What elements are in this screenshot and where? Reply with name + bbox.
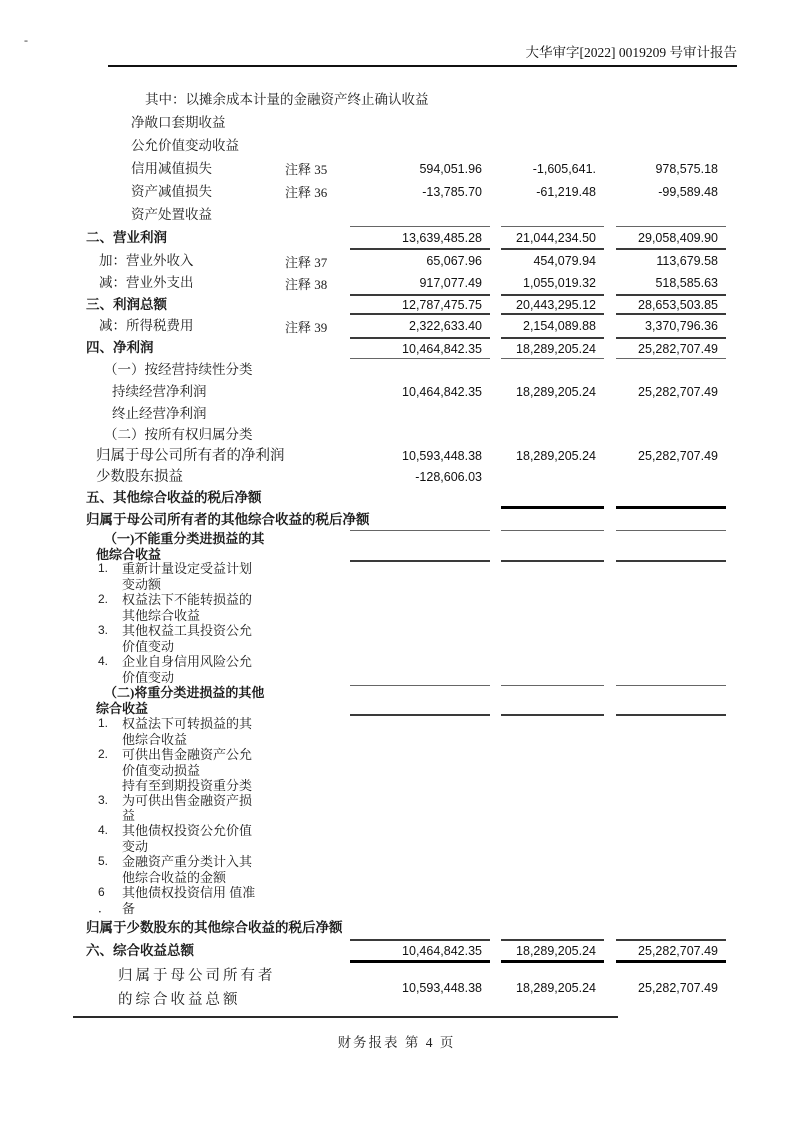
- value-cell-col2: [501, 509, 604, 531]
- value-cell-col1: [350, 854, 490, 885]
- label-text: （二）按所有权归属分类: [104, 427, 253, 442]
- value-cell-col1: 13,639,485.28: [350, 226, 490, 250]
- item-number: 3.: [98, 623, 109, 637]
- value-cell-col1: 594,051.96: [419, 161, 482, 176]
- value-cell-col1: [350, 561, 490, 592]
- row-label: [86, 490, 285, 506]
- label-text: 益: [122, 808, 136, 823]
- table-row: [86, 509, 793, 531]
- label-text: 他综合收益: [96, 546, 162, 562]
- value-cell-col1: 65,067.96: [426, 254, 482, 268]
- row-label: [86, 716, 285, 747]
- table-row: [86, 403, 793, 425]
- table-row: [86, 203, 793, 226]
- value-cell-col2: [501, 561, 604, 592]
- value-cell-col3: 29,058,409.90: [616, 226, 726, 250]
- value-cell-col3: -99,589.48: [658, 184, 718, 199]
- label-text: 可供出售金融资产公允: [122, 747, 253, 762]
- label-text: 为可供出售金融资产损: [122, 793, 253, 808]
- value-cell-col1: [350, 592, 490, 623]
- value-cell-col1: [350, 134, 490, 157]
- item-number: 2.: [98, 592, 109, 606]
- row-label: [86, 448, 285, 464]
- item-number: 4.: [98, 823, 109, 837]
- table-row: [86, 425, 793, 445]
- value-cell-col1: 10,593,448.38: [402, 981, 482, 995]
- value-cell-col1: [350, 716, 490, 747]
- label-text: 减：所得税费用: [99, 318, 194, 333]
- value-cell-col3: 113,679.58: [656, 254, 718, 268]
- value-cell-col1: [350, 203, 490, 226]
- table-row: [86, 623, 793, 654]
- value-cell-col3: [616, 425, 726, 445]
- value-cell-col1: 10,464,842.35: [402, 385, 482, 399]
- value-cell-col3: [616, 359, 726, 381]
- value-cell-col2: 18,289,205.24: [501, 337, 604, 359]
- value-cell-col3: [616, 592, 726, 623]
- row-label: [86, 778, 285, 823]
- label-text: 变动额: [122, 576, 162, 592]
- row-label: [86, 561, 285, 592]
- value-cell-col2: [501, 885, 604, 916]
- label-text: 价值变动: [122, 638, 175, 654]
- table-row: [86, 226, 793, 250]
- value-cell-col3: [616, 487, 726, 509]
- value-cell-col2: [501, 916, 604, 939]
- value-cell-col2: [501, 466, 604, 487]
- row-label: [86, 340, 285, 356]
- row-label: [86, 823, 285, 854]
- note-ref: 注释 39: [285, 319, 328, 335]
- table-row: [86, 180, 793, 203]
- row-label: [86, 115, 285, 131]
- row-label: [86, 207, 285, 223]
- value-cell-col2: [501, 359, 604, 381]
- label-text: 他综合收益的金额: [122, 869, 227, 885]
- value-cell-col2: 20,443,295.12: [501, 294, 604, 315]
- item-number: 1.: [98, 561, 109, 575]
- label-text: 少数股东损益: [96, 468, 183, 485]
- row-label: [86, 161, 285, 177]
- value-cell-col2: 18,289,205.24: [501, 939, 604, 963]
- corner-mark: -: [24, 33, 28, 47]
- row-label: [86, 427, 285, 443]
- table-row: [86, 778, 793, 823]
- value-cell-col2: [501, 134, 604, 157]
- label-text: 净敞口套期收益: [131, 114, 226, 130]
- value-cell-col1: [350, 685, 490, 716]
- table-row: [86, 88, 793, 111]
- row-label: [86, 747, 285, 778]
- table-row: [86, 157, 793, 180]
- value-cell-col3: [616, 854, 726, 885]
- value-cell-col1: [350, 531, 490, 562]
- value-cell-col1: [350, 359, 490, 381]
- value-cell-col3: [616, 111, 726, 134]
- table-row: [86, 685, 793, 716]
- table-row: [86, 359, 793, 381]
- row-label: [86, 362, 285, 378]
- value-cell-col3: 25,282,707.49: [638, 385, 718, 399]
- value-cell-col1: [350, 885, 490, 916]
- row-label: [86, 138, 285, 154]
- item-number: 4.: [98, 654, 109, 668]
- statement-body: [0, 88, 793, 1013]
- table-row: [86, 654, 793, 685]
- value-cell-col2: 21,044,234.50: [501, 226, 604, 250]
- item-number: 6: [98, 885, 105, 899]
- value-cell-col3: [616, 778, 726, 823]
- value-cell-col2: [501, 403, 604, 425]
- value-cell-col2: -1,605,641.: [532, 161, 596, 176]
- label-text: 归属于母公司所有者: [118, 968, 276, 984]
- note-ref: 注释 35: [285, 162, 328, 177]
- value-cell-col2: [501, 823, 604, 854]
- label-text: 资产减值损失: [131, 183, 212, 199]
- table-row: [86, 916, 793, 939]
- value-cell-col3: [616, 134, 726, 157]
- label-text: 价值变动: [122, 669, 175, 685]
- row-label: [86, 406, 285, 422]
- value-cell-col3: 978,575.18: [655, 161, 718, 176]
- income-statement: [0, 88, 793, 1051]
- label-text: 持续经营净利润: [112, 384, 207, 399]
- value-cell-col1: [350, 623, 490, 654]
- row-label: [86, 184, 285, 200]
- label-text: 的综合收益总额: [118, 992, 241, 1008]
- table-row: [86, 337, 793, 359]
- label-text: 公允价值变动收益: [131, 137, 239, 153]
- table-row: [86, 747, 793, 778]
- value-cell-col1: 2,322,633.40: [409, 319, 482, 333]
- value-cell-col2: 18,289,205.24: [516, 385, 596, 399]
- label-text: 加：营业外收入: [99, 253, 194, 268]
- row-label: [86, 854, 285, 885]
- label-text: 减：营业外支出: [99, 275, 194, 290]
- value-cell-col1: 917,077.49: [419, 276, 482, 290]
- value-cell-col2: [501, 592, 604, 623]
- value-cell-col3: [616, 823, 726, 854]
- row-label: [86, 531, 285, 562]
- value-cell-col3: [616, 685, 726, 716]
- label-text: 四、净利润: [86, 340, 154, 355]
- label-text: 资产处置收益: [131, 206, 212, 222]
- row-label: [86, 253, 285, 269]
- label-text: 综合收益: [96, 700, 149, 716]
- note-ref: 注释 36: [285, 185, 328, 200]
- row-label: [86, 964, 285, 1012]
- value-cell-col3: [616, 509, 726, 531]
- table-row: [86, 854, 793, 885]
- value-cell-col2: 2,154,089.88: [523, 319, 596, 333]
- statement-bottom-rule: [73, 1016, 618, 1018]
- row-label: [86, 885, 285, 916]
- value-cell-col1: [350, 509, 490, 531]
- value-cell-col1: [350, 747, 490, 778]
- value-cell-col3: [616, 466, 726, 487]
- value-cell-col2: [501, 203, 604, 226]
- value-cell-col1: -128,606.03: [415, 469, 482, 484]
- value-cell-col1: 10,464,842.35: [350, 337, 490, 359]
- value-cell-col2: [501, 111, 604, 134]
- value-cell-col2: [501, 778, 604, 823]
- item-number: ．: [98, 900, 111, 915]
- value-cell-col2: 18,289,205.24: [516, 981, 596, 995]
- value-cell-col3: [616, 531, 726, 562]
- label-text: 金融资产重分类计入其: [122, 854, 253, 869]
- table-row: [86, 445, 793, 466]
- row-label: [86, 592, 285, 623]
- label-text: 他综合收益: [122, 731, 188, 747]
- value-cell-col3: 28,653,503.85: [616, 294, 726, 315]
- label-text: 企业自身信用风险公允: [122, 654, 253, 669]
- value-cell-col3: [616, 916, 726, 939]
- table-row: [86, 250, 793, 272]
- value-cell-col3: [616, 885, 726, 916]
- table-row: [86, 466, 793, 487]
- table-row: [86, 294, 793, 315]
- value-cell-col2: [501, 747, 604, 778]
- table-row: [86, 592, 793, 623]
- row-label: [86, 230, 285, 246]
- label-text: （一)不能重分类进损益的其: [104, 531, 265, 546]
- value-cell-col1: [350, 403, 490, 425]
- table-row: [86, 716, 793, 747]
- label-text: 权益法下不能转损益的: [122, 592, 253, 607]
- table-row: [86, 823, 793, 854]
- value-cell-col2: [501, 88, 604, 111]
- row-label: [86, 685, 285, 716]
- value-cell-col3: 25,282,707.49: [616, 939, 726, 963]
- report-number: 大华审字[2022] 0019209 号审计报告: [525, 45, 737, 60]
- row-label: [86, 384, 285, 400]
- table-row: [86, 134, 793, 157]
- value-cell-col1: -13,785.70: [422, 184, 482, 199]
- value-cell-col2: [501, 487, 604, 509]
- row-label: [86, 623, 285, 654]
- value-cell-col3: 518,585.63: [655, 276, 718, 290]
- value-cell-col2: [501, 685, 604, 716]
- note-ref: 注释 38: [285, 276, 328, 292]
- label-text: 重新计量设定受益计划: [122, 561, 253, 576]
- value-cell-col1: 12,787,475.75: [350, 294, 490, 315]
- value-cell-col2: 18,289,205.24: [516, 448, 596, 463]
- table-row: [86, 531, 793, 561]
- label-text: 归属于母公司所有者的其他综合收益的税后净额: [86, 512, 370, 527]
- label-text: 其他债权投资公允价值: [122, 823, 253, 838]
- value-cell-col1: [350, 425, 490, 445]
- value-cell-col1: [350, 778, 490, 823]
- value-cell-col3: 25,282,707.49: [638, 981, 718, 995]
- value-cell-col2: 454,079.94: [533, 254, 596, 268]
- label-text: 归属于少数股东的其他综合收益的税后净额: [86, 919, 343, 935]
- label-text: 其他权益工具投资公允: [122, 623, 253, 638]
- table-row: [86, 963, 793, 1013]
- label-text: 信用减值损失: [131, 160, 212, 176]
- row-label: [86, 318, 285, 334]
- label-text: （一）按经营持续性分类: [104, 362, 253, 377]
- value-cell-col3: [616, 623, 726, 654]
- value-cell-col2: [501, 623, 604, 654]
- value-cell-col3: 25,282,707.49: [638, 448, 718, 463]
- table-row: [86, 939, 793, 963]
- table-row: [86, 272, 793, 294]
- value-cell-col2: [501, 854, 604, 885]
- label-text: 六、综合收益总额: [86, 943, 194, 958]
- label-text: 持有至到期投资重分类: [122, 778, 253, 793]
- table-row: [86, 561, 793, 592]
- value-cell-col3: 25,282,707.49: [616, 337, 726, 359]
- label-text: 五、其他综合收益的税后净额: [86, 490, 262, 505]
- value-cell-col3: 3,370,796.36: [645, 319, 718, 333]
- label-text: 三、利润总额: [86, 296, 167, 312]
- value-cell-col3: [616, 654, 726, 685]
- value-cell-col2: 1,055,019.32: [523, 276, 596, 290]
- label-text: 价值变动损益: [122, 762, 201, 778]
- value-cell-col3: [616, 203, 726, 226]
- label-text: 终止经营净利润: [112, 406, 207, 421]
- label-text: 其他债权投资信用 值准: [122, 885, 256, 900]
- table-row: [86, 315, 793, 337]
- value-cell-col2: [501, 654, 604, 685]
- note-ref: 注释 37: [285, 254, 328, 270]
- table-row: [86, 885, 793, 916]
- row-label: [86, 297, 285, 313]
- value-cell-col3: [616, 747, 726, 778]
- label-text: 备: [122, 900, 136, 916]
- label-text: 权益法下可转损益的其: [122, 716, 253, 731]
- value-cell-col2: [501, 716, 604, 747]
- value-cell-col3: [616, 716, 726, 747]
- table-row: [86, 487, 793, 509]
- value-cell-col3: [616, 88, 726, 111]
- value-cell-col3: [616, 403, 726, 425]
- row-label: [86, 91, 429, 108]
- value-cell-col1: [350, 823, 490, 854]
- label-text: 其中：以摊余成本计量的金融资产终止确认收益: [145, 91, 429, 107]
- header-rule: [108, 65, 737, 67]
- row-label: [86, 275, 285, 291]
- value-cell-col1: [350, 487, 490, 509]
- label-text: （二)将重分类进损益的其他: [104, 685, 265, 700]
- value-cell-col2: [501, 531, 604, 562]
- item-number: 1.: [98, 716, 109, 730]
- value-cell-col3: [616, 561, 726, 592]
- table-row: [86, 111, 793, 134]
- value-cell-col2: [501, 425, 604, 445]
- row-label: [86, 512, 370, 528]
- label-text: 变动: [122, 838, 149, 854]
- label-text: 归属于母公司所有者的净利润: [96, 447, 285, 464]
- row-label: [86, 919, 343, 936]
- item-number: 3.: [98, 793, 109, 807]
- label-text: 其他综合收益: [122, 607, 201, 623]
- row-label: [86, 943, 285, 959]
- value-cell-col1: [350, 916, 490, 939]
- row-label: [86, 469, 285, 485]
- value-cell-col1: [350, 654, 490, 685]
- label-text: 二、营业利润: [86, 230, 167, 245]
- page-footer: 财务报表 第 4 页: [337, 1035, 456, 1050]
- item-number: 5.: [98, 854, 109, 868]
- item-number: 2.: [98, 747, 109, 761]
- table-row: [86, 381, 793, 403]
- row-label: [86, 654, 285, 685]
- value-cell-col1: 10,593,448.38: [402, 448, 482, 463]
- value-cell-col1: [350, 111, 490, 134]
- value-cell-col1: [350, 88, 490, 111]
- value-cell-col1: 10,464,842.35: [350, 939, 490, 963]
- value-cell-col2: -61,219.48: [536, 184, 596, 199]
